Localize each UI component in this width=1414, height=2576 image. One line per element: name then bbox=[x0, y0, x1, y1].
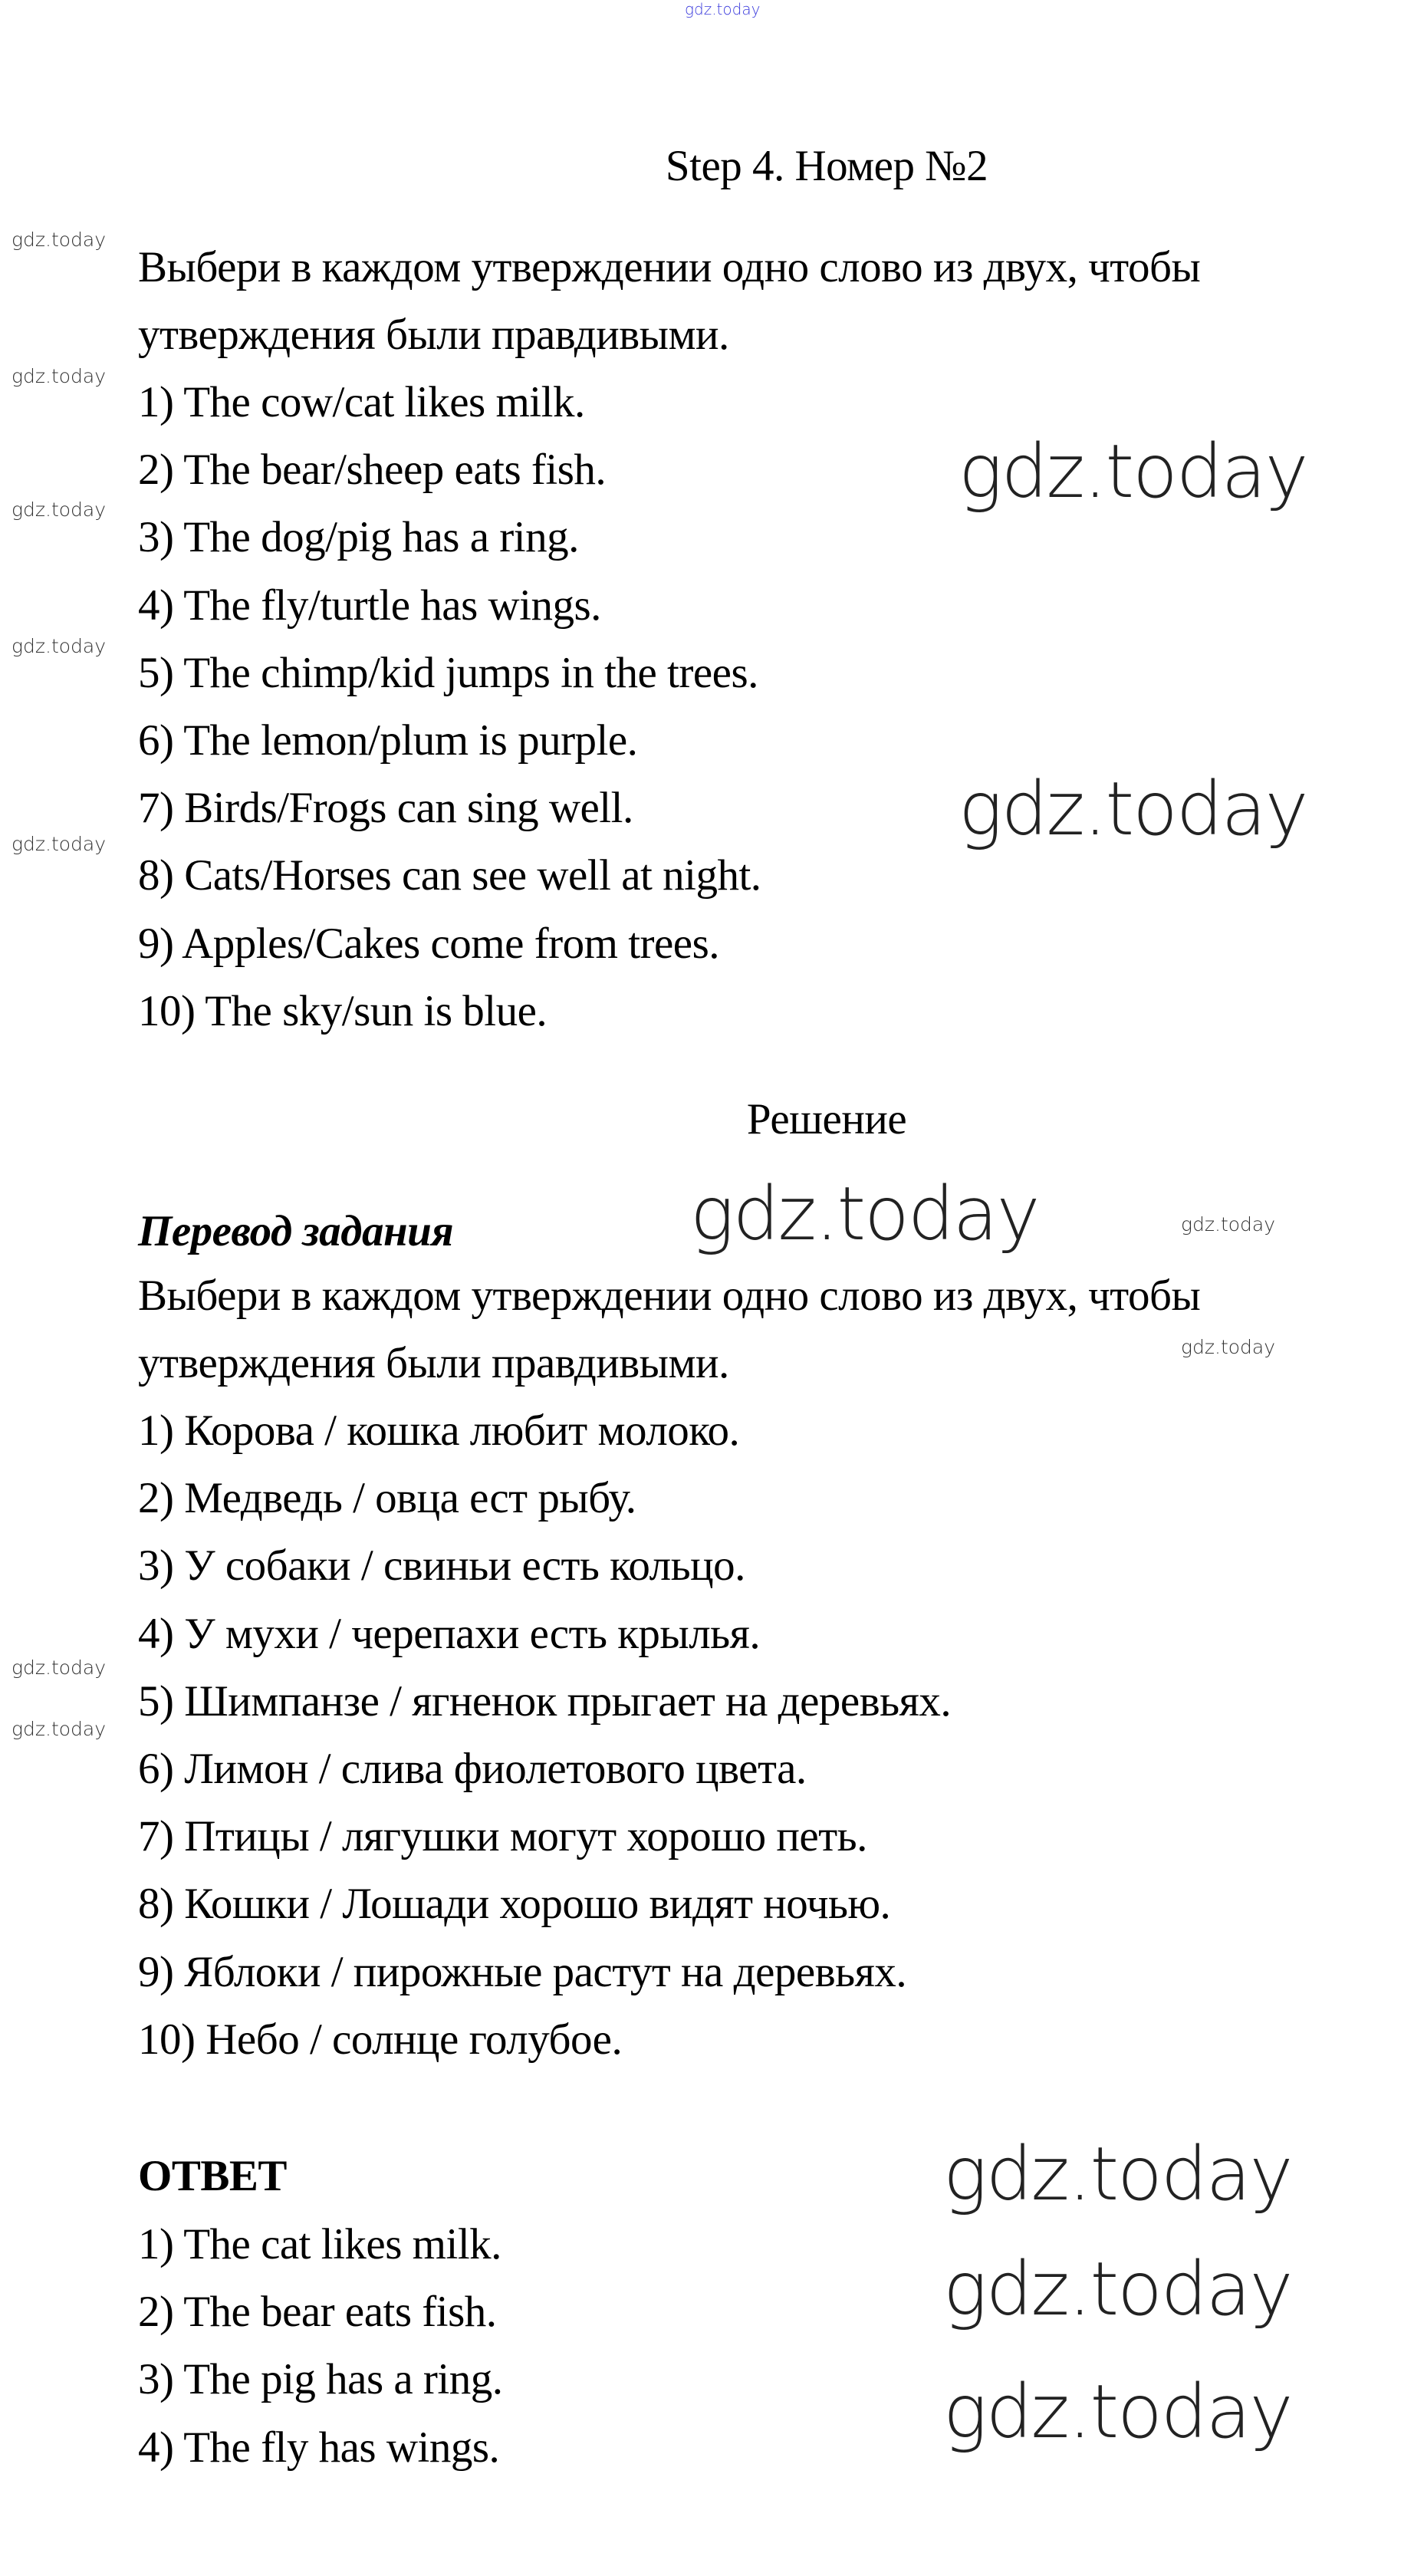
task-item: 3) The dog/pig has a ring. bbox=[138, 513, 579, 562]
task-item: 5) The chimp/kid jumps in the trees. bbox=[138, 648, 758, 697]
watermark: gdz.today bbox=[12, 498, 107, 521]
task-item: 7) Birds/Frogs can sing well. bbox=[138, 784, 633, 833]
task-item: 1) The cow/cat likes milk. bbox=[138, 378, 585, 426]
translation-heading: Перевод задания bbox=[138, 1207, 454, 1255]
translation-item: 3) У собаки / свиньи есть кольцо. bbox=[138, 1541, 745, 1591]
task-item: 8) Cats/Horses can see well at night. bbox=[138, 851, 761, 900]
watermark: gdz.today bbox=[959, 429, 1307, 515]
translation-item: 4) У мухи / черепахи есть крылья. bbox=[138, 1609, 761, 1658]
watermark: gdz.today bbox=[1181, 1213, 1276, 1235]
watermark: gdz.today bbox=[943, 2369, 1292, 2455]
translation-item: 6) Лимон / слива фиолетового цвета. bbox=[138, 1745, 807, 1793]
solution-heading: Решение bbox=[746, 1095, 907, 1143]
watermark: gdz.today bbox=[12, 365, 107, 387]
task-instruction-line: Выбери в каждом утверждении одно слово из двух, чтобы bbox=[138, 243, 1201, 291]
watermark: gdz.today bbox=[943, 2246, 1292, 2332]
task-item: 6) The lemon/plum is purple. bbox=[138, 716, 638, 765]
translation-item: 2) Медведь / овца ест рыбу. bbox=[138, 1474, 636, 1523]
watermark: gdz.today bbox=[12, 229, 107, 251]
translation-instruction-line: утверждения были правдивыми. bbox=[138, 1339, 729, 1388]
task-item: 4) The fly/turtle has wings. bbox=[138, 581, 601, 630]
translation-item: 1) Корова / кошка любит молоко. bbox=[138, 1406, 740, 1455]
translation-item: 5) Шимпанзе / ягненок прыгает на деревьях. bbox=[138, 1676, 952, 1726]
watermark: gdz.today bbox=[690, 1171, 1039, 1257]
watermark: gdz.today bbox=[1181, 1336, 1276, 1358]
watermark: gdz.today bbox=[943, 2131, 1292, 2217]
translation-item: 9) Яблоки / пирожные растут на деревьях. bbox=[138, 1947, 907, 1996]
task-item: 2) The bear/sheep eats fish. bbox=[138, 446, 607, 495]
answer-heading: ОТВЕТ bbox=[138, 2152, 287, 2200]
watermark: gdz.today bbox=[12, 1656, 107, 1679]
watermark: gdz.today bbox=[12, 833, 107, 855]
task-item: 10) The sky/sun is blue. bbox=[138, 986, 548, 1035]
watermark: gdz.today bbox=[12, 1718, 107, 1740]
translation-instruction-line: Выбери в каждом утверждении одно слово из двух, чтобы bbox=[138, 1272, 1201, 1320]
task-instruction-line: утверждения были правдивыми. bbox=[138, 311, 729, 360]
answer-item: 1) The cat likes milk. bbox=[138, 2220, 501, 2268]
watermark-top: gdz.today bbox=[685, 0, 761, 18]
task-item: 9) Apples/Cakes come from trees. bbox=[138, 919, 720, 968]
translation-item: 7) Птицы / лягушки могут хорошо петь. bbox=[138, 1812, 867, 1861]
translation-item: 8) Кошки / Лошади хорошо видят ночью. bbox=[138, 1880, 891, 1929]
answer-item: 3) The pig has a ring. bbox=[138, 2355, 503, 2404]
translation-item: 10) Небо / солнце голубое. bbox=[138, 2015, 623, 2064]
answer-item: 2) The bear eats fish. bbox=[138, 2288, 497, 2337]
page-title: Step 4. Номер №2 bbox=[665, 142, 988, 190]
answer-item: 4) The fly has wings. bbox=[138, 2423, 500, 2472]
watermark: gdz.today bbox=[959, 766, 1307, 852]
watermark: gdz.today bbox=[12, 635, 107, 657]
